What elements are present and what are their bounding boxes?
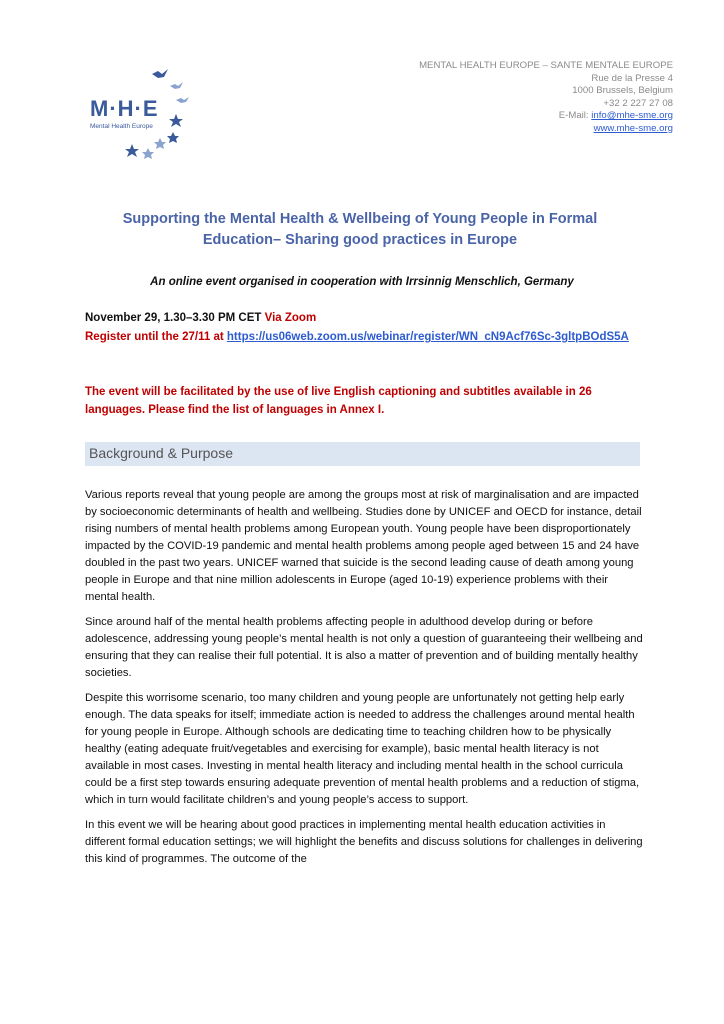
register-link[interactable]: https://us06web.zoom.us/webinar/register/WN_cN9Acf76Sc-3gltpBOdS5A <box>226 331 629 343</box>
paragraph: In this event we will be hearing about good practices in implementing mental health education activities in different formal education settings; we will highlight the benefits and discuss solutions for challenges in delivering this kind of programmes. The outcome of the <box>85 819 643 865</box>
phone-number: +32 2 227 27 08 <box>603 97 673 109</box>
email-link[interactable]: info@mhe-sme.org <box>591 110 673 121</box>
address-line-1: Rue de la Presse 4 <box>591 72 673 84</box>
organization-contact-block <box>419 60 673 135</box>
section-header-bar <box>85 442 640 466</box>
email-line <box>419 110 673 123</box>
email-label: E-Mail: <box>558 110 592 121</box>
logo-wordmark: M·H·E <box>90 96 159 121</box>
title-line-2: Education– Sharing good practices in Europe <box>202 232 518 248</box>
organization-name: MENTAL HEALTH EUROPE – SANTE MENTALE EUROPE <box>419 60 673 71</box>
paragraph: Despite this worrisome scenario, too many children and young people are unfortunately not getting help early enough. The data speaks for itself; immediate action is needed to address the challenges around mental health for young people in Europe. Although schools are dedicating time to teaching children how to be physically healthy (eating adequate fruit/vegetables and exercising for example), basic mental health literacy is not available in most cases. Investing in mental health literacy and including mental health in the school curricula could be a first step towards ensuring adequate prevention of mental health problems and a reduction of stigma, which in turn would facilitate children’s and young people’s access to support. <box>85 692 640 806</box>
paragraph: Various reports reveal that young people are among the groups most at risk of marginalisation and are impacted by socioeconomic determinants of health and wellbeing. Studies done by UNICEF and OECD for instance, detail rising numbers of mental health problems among European youth. Young people have been disproportionately impacted by the COVID-19 pandemic and mental health problems among people aged between 15 and 24 have doubled in the past two years. UNICEF warned that suicide is the second leading cause of death among young people in Europe and that nine million adolescents in Europe (aged 10-19) experience problems with their mental health. <box>85 489 642 603</box>
logo-subtext: Mental Health Europe <box>90 123 153 130</box>
paragraph: Since around half of the mental health problems affecting people in adulthood develop during or before adolescence, addressing young people’s mental health is not only a question of guaranteeing their wellbeing and ensuring that they can realise their full potential. It is also a matter of prevention and of building mentally healthy societies. <box>85 616 643 679</box>
date-text: November 29, 1.30–3.30 PM CET <box>85 312 265 324</box>
document-title <box>100 209 620 251</box>
website-link[interactable]: www.mhe-sme.org <box>593 122 673 134</box>
body-text <box>85 487 643 876</box>
registration-line <box>85 329 645 346</box>
document-subtitle: An online event organised in cooperation with Irrsinnig Menschlich, Germany <box>150 276 574 288</box>
via-zoom-text: Via Zoom <box>264 312 317 324</box>
section-title: Background & Purpose <box>89 445 233 461</box>
mhe-logo <box>90 62 200 172</box>
register-prefix: Register until the 27/11 at <box>85 331 227 343</box>
captioning-notice: The event will be facilitated by the use of live English captioning and subtitles available in 26 languages. Please find the list of languages in Annex I. <box>85 386 592 416</box>
event-datetime <box>85 312 316 324</box>
website-line <box>419 123 673 136</box>
address-line-2: 1000 Brussels, Belgium <box>572 85 673 96</box>
title-line-1: Supporting the Mental Health & Wellbeing of Young People in Formal <box>122 211 598 227</box>
